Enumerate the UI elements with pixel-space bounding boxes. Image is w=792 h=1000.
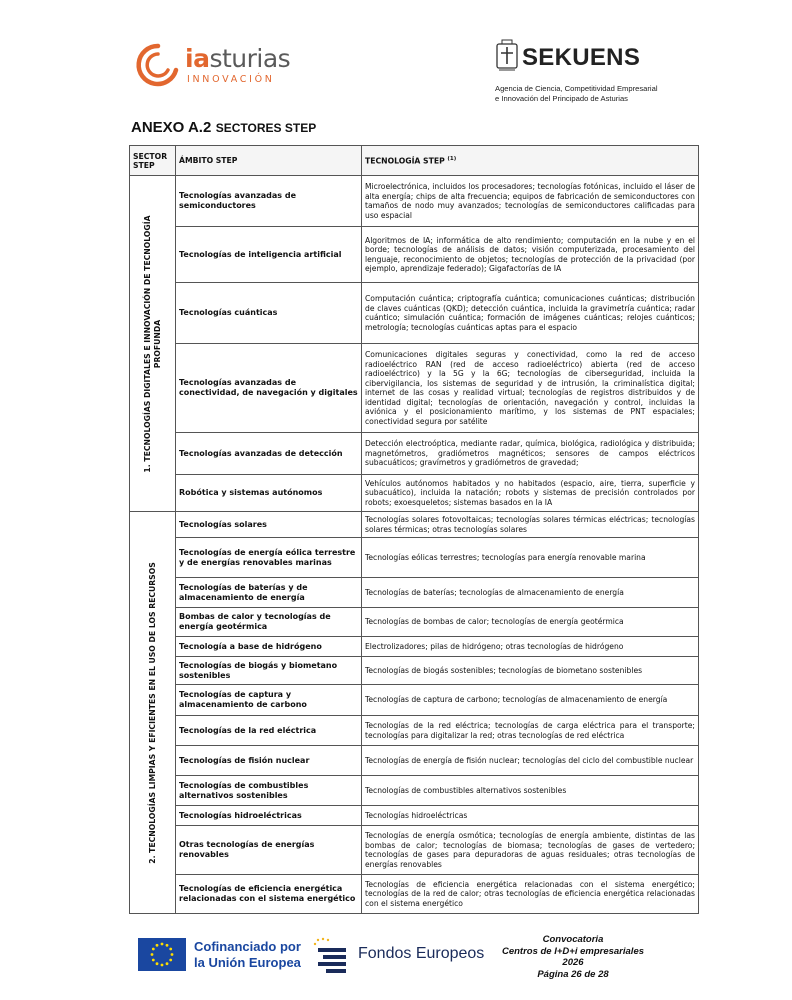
- ambito-cell: Tecnologías de combustibles alternativos sostenibles: [176, 776, 362, 806]
- ambito-cell: Tecnologías de la red eléctrica: [176, 716, 362, 746]
- header-sector: SECTOR STEP: [130, 146, 176, 176]
- table-row: [130, 538, 699, 578]
- sector-1-cell: [130, 176, 176, 512]
- convocatoria-block: Convocatoria Centros de I+D+i empresariales 2026 Página 26 de 28: [483, 934, 663, 980]
- table-row: [130, 176, 699, 227]
- tecnologia-cell: Tecnologías hidroeléctricas: [362, 806, 699, 826]
- ambito-cell: Otras tecnologías de energías renovables: [176, 826, 362, 875]
- ambito-cell: Tecnologías de captura y almacenamiento de carbono: [176, 685, 362, 716]
- sectors-table: [129, 145, 699, 914]
- ambito-cell: Tecnología a base de hidrógeno: [176, 637, 362, 657]
- tecnologia-cell: Tecnologías de captura de carbono; tecnologías de almacenamiento de energía: [362, 685, 699, 716]
- table-row: [130, 608, 699, 637]
- ambito-cell: Tecnologías avanzadas de detección: [176, 433, 362, 475]
- iasturias-subtitle: INNOVACIÓN: [187, 74, 275, 85]
- sector-2-label: 2. TECNOLOGÍAS LIMPIAS Y EFICIENTES EN EL USO DE LOS RECURSOS: [147, 561, 157, 864]
- iasturias-wordmark: iasturias: [185, 44, 291, 73]
- table-row: [130, 512, 699, 538]
- ambito-cell: Tecnologías avanzadas de conectividad, de navegación y digitales: [176, 344, 362, 433]
- page-footer: [0, 934, 792, 984]
- tecnologia-cell: Tecnologías solares fotovoltaicas; tecnologías solares térmicas eléctricas; tecnologías solares térmicas; otras tecnologías solares: [362, 512, 699, 538]
- table-row: [130, 227, 699, 283]
- table-row: [130, 746, 699, 776]
- tecnologia-cell: Tecnologías de eficiencia energética relacionadas con el sistema energético; tecnologías de la red de calor; otras tecnologías de eficiencia energética relacionadas con el sistema energético: [362, 875, 699, 914]
- tecnologia-cell: Vehículos autónomos habitados y no habitados (espacio, aire, tierra, superficie y subacuático), incluida la natación; robots y sistemas de precisión controlados por robots; exoesqueletos; sistemas basados en la IA: [362, 475, 699, 512]
- table-row: [130, 826, 699, 875]
- table-row: [130, 637, 699, 657]
- iasturias-swirl-icon: [134, 42, 182, 88]
- tecnologia-cell: Tecnologías de energía osmótica; tecnologías de energía ambiente, distintas de las bombas de calor; tecnologías de biomasa; tecnologías de gases de vertedero; tecnologías de gases para depuradoras de aguas residuales; otras tecnologías de energías renovables: [362, 826, 699, 875]
- page-heading: [131, 119, 316, 137]
- ambito-cell: Tecnologías solares: [176, 512, 362, 538]
- header-ambito: ÁMBITO STEP: [176, 146, 362, 176]
- table-row: [130, 433, 699, 475]
- sekuens-wordmark: SEKUENS: [522, 44, 641, 71]
- ambito-cell: Tecnologías de baterías y de almacenamiento de energía: [176, 578, 362, 608]
- tecnologia-cell: Algoritmos de IA; informática de alto rendimiento; computación en la nube y en el borde; tecnologías de análisis de datos; visión computerizada, procesamiento del lenguaje, reconocimiento de objetos; tecnologías de protección de la privacidad (por ejemplo, aprendizaje federado); Gigafactorías de IA: [362, 227, 699, 283]
- tecnologia-cell: Tecnologías eólicas terrestres; tecnologías para energía renovable marina: [362, 538, 699, 578]
- tecnologia-cell: Tecnologías de bombas de calor; tecnologías de energía geotérmica: [362, 608, 699, 637]
- eu-flag-icon: [138, 938, 186, 971]
- tecnologia-cell: Tecnologías de biogás sostenibles; tecnologías de biometano sostenibles: [362, 657, 699, 685]
- eu-cofinancing-label: Cofinanciado por la Unión Europea: [194, 939, 301, 970]
- ambito-cell: Tecnologías hidroeléctricas: [176, 806, 362, 826]
- fondos-europeos-label: Fondos Europeos: [358, 945, 485, 962]
- iasturias-logo: [134, 42, 294, 90]
- sekuens-logo: [494, 38, 684, 108]
- ambito-cell: Robótica y sistemas autónomos: [176, 475, 362, 512]
- table-row: [130, 283, 699, 344]
- ambito-cell: Tecnologías cuánticas: [176, 283, 362, 344]
- ambito-cell: Tecnologías avanzadas de semiconductores: [176, 176, 362, 227]
- tecnologia-cell: Tecnologías de la red eléctrica; tecnologías de carga eléctrica para el transporte; tecnologías para digitalizar la red; otras tecnologías de red eléctrica: [362, 716, 699, 746]
- table-row: [130, 344, 699, 433]
- table-row: [130, 657, 699, 685]
- tecnologia-cell: Detección electroóptica, mediante radar, química, biológica, radiológica y distribuida; magnetómetros, gradiómetros magnéticos; sensores de campos eléctricos subacuáticos; gravímetros y gradiómetros de gravedad;: [362, 433, 699, 475]
- fondos-europeos-icon: [312, 936, 352, 974]
- ambito-cell: Tecnologías de biogás y biometano sostenibles: [176, 657, 362, 685]
- sector-2-cell: [130, 512, 176, 914]
- tecnologia-cell: Tecnologías de combustibles alternativos sostenibles: [362, 776, 699, 806]
- ambito-cell: Tecnologías de fisión nuclear: [176, 746, 362, 776]
- tecnologia-cell: Computación cuántica; criptografía cuántica; comunicaciones cuánticas; distribución de claves cuánticas (QKD); detección cuántica, incluida la gravimetría cuántica; radar cuántico; simulación cuántica; formación de imágenes cuánticas; relojes cuánticos; metrología; tecnologías cuánticas aptas para el espacio: [362, 283, 699, 344]
- table-header-row: [130, 146, 699, 176]
- annex-title: SECTORES STEP: [215, 121, 317, 135]
- annex-number: ANEXO A.2: [131, 119, 212, 136]
- ambito-cell: Tecnologías de inteligencia artificial: [176, 227, 362, 283]
- page-number: Página 26 de 28: [537, 968, 609, 980]
- sekuens-subtitle: Agencia de Ciencia, Competitividad Empresarial e Innovación del Principado de Asturias: [495, 84, 658, 103]
- asturias-coat-of-arms-icon: [494, 38, 520, 76]
- sector-1-label: 1. TECNOLOGÍAS DIGITALES E INNOVACIÓN DE TECNOLOGÍA PROFUNDA: [142, 214, 162, 473]
- table-row: [130, 475, 699, 512]
- tecnologia-cell: Tecnologías de baterías; tecnologías de almacenamiento de energía: [362, 578, 699, 608]
- table-row: [130, 875, 699, 914]
- tecnologia-cell: Tecnologías de energía de fisión nuclear; tecnologías del ciclo del combustible nuclear: [362, 746, 699, 776]
- table-row: [130, 685, 699, 716]
- header-tecnologia: TECNOLOGÍA STEP $^{(1)}$: [362, 146, 699, 176]
- tecnologia-cell: Electrolizadores; pilas de hidrógeno; otras tecnologías de hidrógeno: [362, 637, 699, 657]
- tecnologia-cell: Comunicaciones digitales seguras y conectividad, como la red de acceso radioeléctrico RAN (red de acceso radioeléctrico) abierta (red de acceso radioeléctrico) y la 5G y la 6G; tecnologías de ciberseguridad, incluida la cibervigilancia, los sistemas de seguridad y de intrusión, la criminalística digital; internet de las cosas y realidad virtual; tecnologías de registros distribuidos y de identidad digital; tecnologías de orientación, navegación y control, incluidas la aviónica y el posicionamiento marítimo, y los sistemas de PNT espaciales; conectividad segura por satélite: [362, 344, 699, 433]
- table-row: [130, 776, 699, 806]
- table-row: [130, 716, 699, 746]
- table-row: [130, 806, 699, 826]
- ambito-cell: Tecnologías de energía eólica terrestre y de energías renovables marinas: [176, 538, 362, 578]
- tecnologia-cell: Microelectrónica, incluidos los procesadores; tecnologías fotónicas, incluido el láser de alta energía; chips de alta frecuencia; equipos de fabricación de semiconductores con tamaños de nodo muy avanzados; tecnologías de semiconductores calificadas para uso espacial: [362, 176, 699, 227]
- table-row: [130, 578, 699, 608]
- ambito-cell: Tecnologías de eficiencia energética relacionadas con el sistema energético: [176, 875, 362, 914]
- footnote-marker: (1): [447, 156, 457, 163]
- ambito-cell: Bombas de calor y tecnologías de energía geotérmica: [176, 608, 362, 637]
